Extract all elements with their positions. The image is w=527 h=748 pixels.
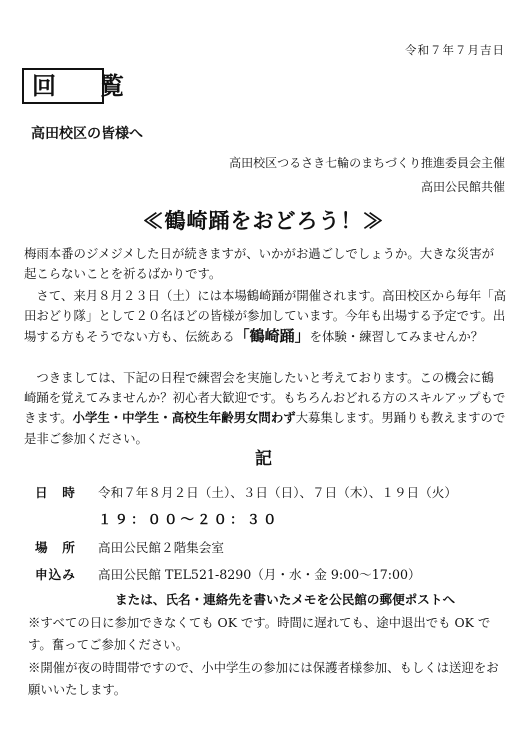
practice-text-b: 大募集します。男踊りも教えますので是非ご参加ください。 <box>24 410 506 446</box>
cosponsor: 高田公民館共催 <box>420 180 505 194</box>
note-guardian: ※開催が夜の時間帯ですので、小中学生の参加には保護者様参加、もしくは送迎をお願いいたします。 <box>28 660 499 697</box>
page-title: ≪鶴崎踊をおどろう！≫ <box>142 208 385 233</box>
apply-label: 申込み <box>35 567 76 582</box>
paragraph-practice <box>24 368 506 449</box>
datetime-label: 日 時 <box>35 485 76 500</box>
ki-heading: 記 <box>255 449 272 469</box>
greeting-text: 梅雨本番のジメジメした日が続きますが、いかがお過ごしでしょうか。大きな災害が起こらないことを祈るばかりです。 <box>24 246 495 282</box>
place-value: 高田公民館２階集会室 <box>98 540 224 555</box>
event-text-a: さて、来月８月２３日（土）には本場鶴崎踊が開催されます。高田校区から毎年「高田おどり隊」として２０名ほどの皆様が参加しています。今年も出場する予定です。出場する方もそうでない方も、伝統ある <box>24 288 506 345</box>
dates-value: 令和７年８月２日（土）、３日（日）、７日（木）、１９日（火） <box>98 485 457 500</box>
addressee: 高田校区の皆様へ <box>31 126 143 142</box>
paragraph-greeting <box>24 244 506 284</box>
paragraph-event <box>24 286 506 348</box>
event-name-emphasis: 「鶴崎踊」 <box>234 327 310 346</box>
event-text-b: を体験・練習してみませんか？ <box>309 329 484 345</box>
organizer: 高田校区つるさき七輪のまちづくり推進委員会主催 <box>229 156 505 170</box>
circulation-stamp: 回 覧 <box>22 68 104 104</box>
apply-alt: または、氏名・連絡先を書いたメモを公民館の郵便ポストへ <box>115 592 456 607</box>
eligibility-emphasis: 小学生・中学生・高校生年齢男女問わず <box>72 410 296 426</box>
issue-date: 令和７年７月吉日 <box>405 43 505 57</box>
practice-text-a: つきましては、下記の日程で練習会を実施したいと考えております。この機会に鶴崎踊を覚えてみませんか？初心者大歓迎です。もちろんおどれる方のスキルアップもできます。 <box>24 370 506 426</box>
note-attendance: ※すべての日に参加できなくても OK です。時間に遅れても、途中退出でも OK です。奮ってご参加ください。 <box>28 615 491 652</box>
apply-value: 高田公民館 TEL521-8290（月・水・金 9:00～17:00） <box>98 567 421 582</box>
place-label: 場 所 <box>35 540 76 555</box>
time-value: １９：００～２０：３０ <box>98 512 280 528</box>
